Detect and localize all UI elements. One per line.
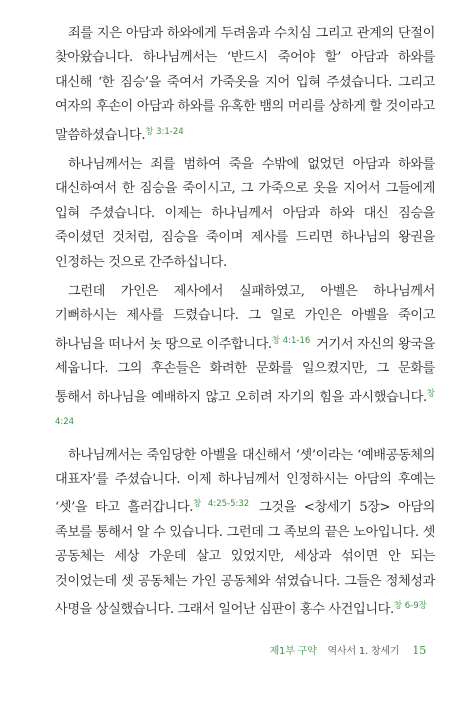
paragraph-text: 하나님께서는 죽임당한 아벨을 대신해서 ‘셋’이라는 ‘예배공동체의 대표자’를 주셨습니다. 이제 하나님께서 인정하시는 아담의 후예는 ‘셋’을 타고 흘러갑니다. bbox=[55, 447, 435, 516]
scripture-reference: 창 6-9장 bbox=[393, 600, 427, 611]
body-paragraph bbox=[55, 280, 435, 438]
paragraph-text: 그런데 가인은 제사에서 실패하였고, 아벨은 하나님께서 기뻐하시는 제사를 드렸습니다. 그 일로 가인은 아벨을 죽이고 하나님을 떠나서 놋 땅으로 이주합니다. bbox=[55, 284, 435, 352]
scripture-reference: 창 4:1-16 bbox=[271, 335, 311, 346]
page-body bbox=[55, 22, 435, 627]
page-footer bbox=[270, 642, 426, 657]
paragraph-text: 그것을 <창세기 5장> 아담의 족보를 통해서 알 수 있습니다. 그런데 그 족보의 끝은 노아입니다. 셋 공동체는 세상 가운데 살고 있었지만, 세상과 섞이면 안 되는 것이었는데 셋 공동체는 가인 공동체와 섞였습니다. 그들은 정체성과 사명을 상실했습니다. 그래서 일어난 심판이 홍수 사건입니다. bbox=[55, 500, 436, 617]
scripture-reference: 창 3:1-24 bbox=[145, 126, 184, 137]
body-paragraph bbox=[55, 22, 435, 148]
body-paragraph bbox=[55, 153, 435, 275]
page-number: 15 bbox=[412, 644, 426, 657]
scripture-reference: 창 4:24 bbox=[55, 388, 435, 428]
paragraph-text: 죄를 지은 아담과 하와에게 두려움과 수치심 그리고 관계의 단절이 찾아왔습니다. 하나님께서는 ‘반드시 죽어야 할’ 아담과 하와를 대신해 ‘한 짐승’을 죽여서 가죽옷을 지어 입혀 주셨습니다. 그리고 여자의 후손이 아담과 하와를 유혹한 뱀의 머리를 상하게 할 것이라고 말씀하셨습니다. bbox=[55, 26, 435, 143]
paragraph-text: 거기서 자신의 왕국을 세웁니다. 그의 후손들은 화려한 문화를 일으켰지만, 그 문화를 통해서 하나님을 예배하지 않고 오히려 자기의 힘을 과시했습니다. bbox=[55, 336, 435, 405]
footer-chapter-label: 역사서 1. 창세기 bbox=[327, 646, 400, 657]
paragraph-text: 하나님께서는 죄를 범하여 죽을 수밖에 없었던 아담과 하와를 대신하여서 한 짐승을 죽이시고, 그 가죽으로 옷을 지어서 그들에게 입혀 주셨습니다. 이제는 하나님께서 아담과 하와 대신 짐승을 죽이셨던 것처럼, 짐승을 죽이며 제사를 드리면 하나님의 왕권을 인정하는 것으로 간주하십니다. bbox=[55, 157, 435, 270]
body-paragraph bbox=[55, 444, 435, 623]
footer-part-label: 제1부 구약 bbox=[269, 646, 317, 657]
scripture-reference: 창 4:25-5:32 bbox=[193, 499, 250, 510]
